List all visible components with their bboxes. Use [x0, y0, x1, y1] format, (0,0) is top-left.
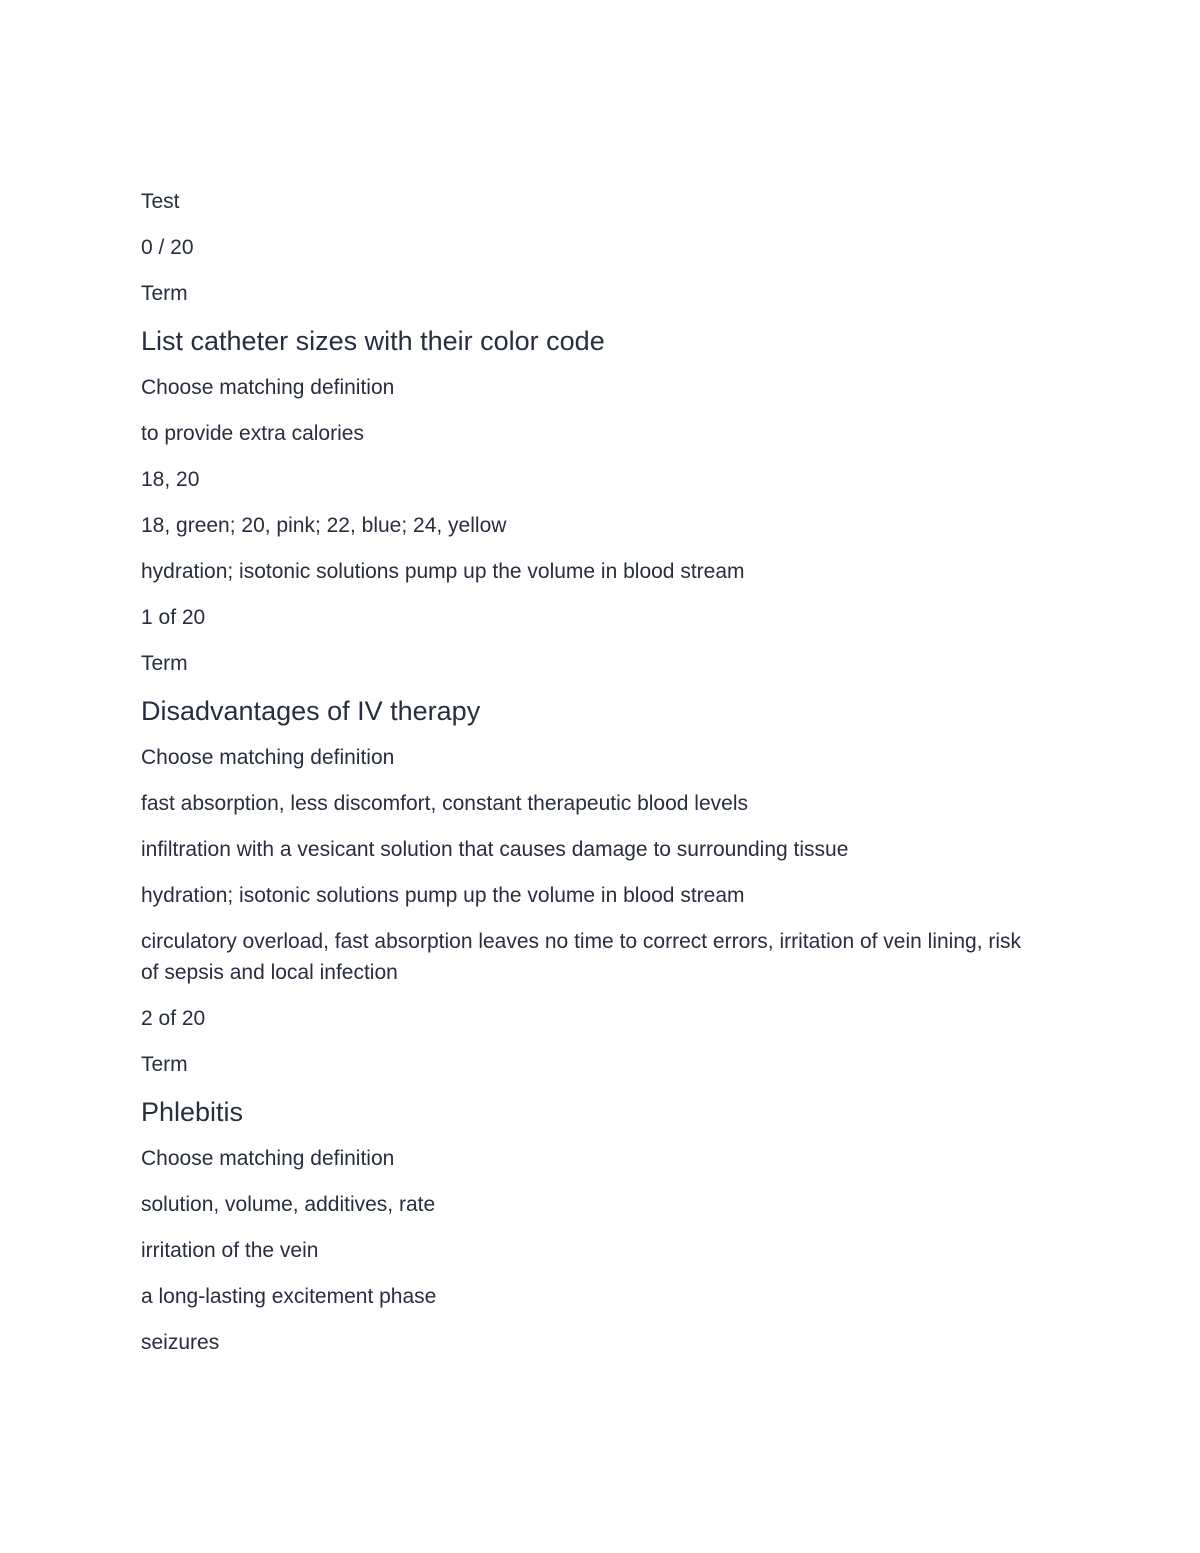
answer-option[interactable]: hydration; isotonic solutions pump up the volume in blood stream [141, 884, 745, 907]
answer-option[interactable]: 18, green; 20, pink; 22, blue; 24, yellow [141, 514, 507, 537]
answer-option[interactable]: 18, 20 [141, 468, 200, 491]
answer-option[interactable]: circulatory overload, fast absorption leaves no time to correct errors, irritation of vein lining, risk of sepsis and local infection [141, 930, 1022, 984]
prompt-text: Choose matching definition [141, 746, 395, 769]
answer-option[interactable]: hydration; isotonic solutions pump up the volume in blood stream [141, 560, 745, 583]
term-text: Phlebitis [141, 1097, 244, 1127]
term-text: Disadvantages of IV therapy [141, 696, 481, 726]
prompt-text: Choose matching definition [141, 376, 395, 399]
term-text: List catheter sizes with their color code [141, 326, 605, 356]
question-counter: 2 of 20 [141, 1007, 206, 1030]
answer-option[interactable]: a long-lasting excitement phase [141, 1285, 437, 1308]
answer-option[interactable]: irritation of the vein [141, 1239, 319, 1262]
term-label: Term [141, 652, 188, 675]
test-title: Test [141, 190, 180, 213]
answer-option[interactable]: infiltration with a vesicant solution that causes damage to surrounding tissue [141, 838, 849, 861]
term-label: Term [141, 1053, 188, 1076]
answer-option[interactable]: fast absorption, less discomfort, constant therapeutic blood levels [141, 792, 748, 815]
test-page [141, 186, 1041, 1373]
answer-option[interactable]: solution, volume, additives, rate [141, 1193, 436, 1216]
term-label: Term [141, 282, 188, 305]
answer-option[interactable]: to provide extra calories [141, 422, 364, 445]
question-counter: 1 of 20 [141, 606, 206, 629]
progress-counter: 0 / 20 [141, 236, 194, 259]
prompt-text: Choose matching definition [141, 1147, 395, 1170]
answer-option[interactable]: seizures [141, 1331, 220, 1354]
